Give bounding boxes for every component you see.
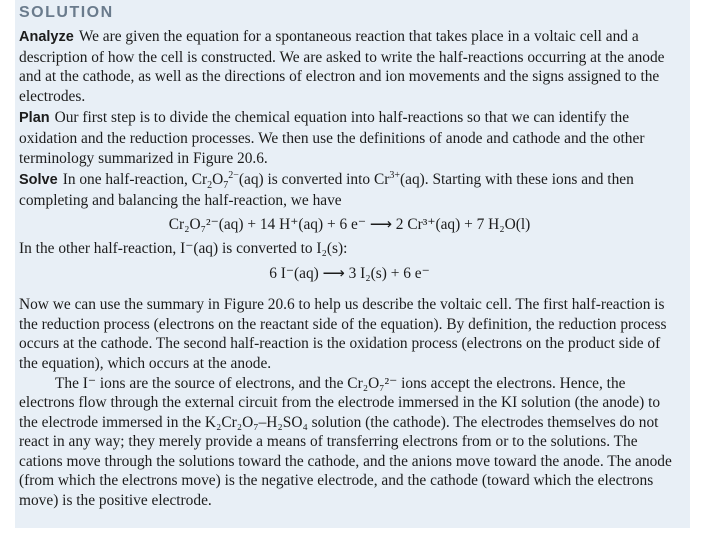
solution-title: SOLUTION	[19, 4, 114, 21]
solve-intro-a: In one half-reaction, Cr	[62, 171, 208, 189]
eq2-arrow-icon: ⟶	[322, 264, 345, 282]
summary-paragraph-1: Now we can use the summary in Figure 20.6 to help us describe the voltaic cell. The first half-reaction is the reduction process (electrons on the reactant side of the equation). By definition, the reduction process occurs at the cathode. The second half-reaction is the oxidation process (electrons on the product side of the equation), which occurs at the anode.	[19, 296, 667, 372]
equation-reduction	[19, 215, 680, 235]
solve-section: Solve In one half-reaction, $Cr_2O_7^{2-}(aq)$ is converted into $Cr^{3+}(aq)$. Starting with these ions and then completing and balancing the half-reaction, we have	[19, 170, 634, 209]
eq1-left: Cr₂O₇²⁻(aq) + 14 H⁺(aq) + 6 e⁻	[168, 216, 366, 234]
eq1-right: 2 Cr³⁺(aq) + 7 H₂O(l)	[395, 216, 531, 234]
analyze-heading: Analyze	[19, 29, 74, 45]
plan-text: Our first step is to divide the chemical equation into half-reactions so that we can identify the oxidation and the reduction processes. We then use the definitions of anode and cathode and the other terminology summarized in Figure 20.6.	[19, 109, 645, 167]
plan-heading: Plan	[19, 110, 50, 127]
analyze-section	[19, 27, 680, 106]
other-half-reaction-text: In the other half-reaction, I⁻(aq) is converted to I₂(s):	[19, 239, 348, 257]
solve-intro-b: (aq) is converted into Cr	[238, 171, 390, 189]
plan-section	[19, 108, 680, 168]
solve-heading: Solve	[19, 172, 58, 189]
analyze-text: We are given the equation for a spontaneous reaction that takes place in a voltaic cell and a description of how the cell is constructed. We are asked to write the half-reactions occurring at the anode and at the cathode, as well as the directions of electron and ion movements and the signs assigned to the electrodes.	[19, 28, 665, 105]
solution-page	[15, 0, 690, 528]
equation-oxidation	[19, 264, 680, 284]
eq2-right: 3 I₂(s) + 6 e⁻	[348, 264, 430, 282]
eq1-arrow-icon: ⟶	[369, 216, 392, 234]
solve-intro-c: (aq). Starting with these ions and then completing and balancing the half-reaction, we have	[19, 171, 634, 209]
eq2-left: 6 I⁻(aq)	[269, 264, 319, 282]
summary-paragraph-2: The I⁻ ions are the source of electrons, and the Cr₂O₇²⁻ ions accept the electrons. Hence, the electrons flow through the external circuit from the electrode immersed in the KI solution (the anode) to the electrode immersed in the K₂Cr₂O₇–H₂SO₄ solution (the cathode). The electrodes themselves do not react in any way; they merely provide a means of transferring electrons from or to the solutions. The cations move through the solutions toward the cathode, and the anions move toward the anode. The anode (from which the electrons move) is the negative electrode, and the cathode (toward which the electrons move) is the positive electrode.	[19, 374, 672, 510]
